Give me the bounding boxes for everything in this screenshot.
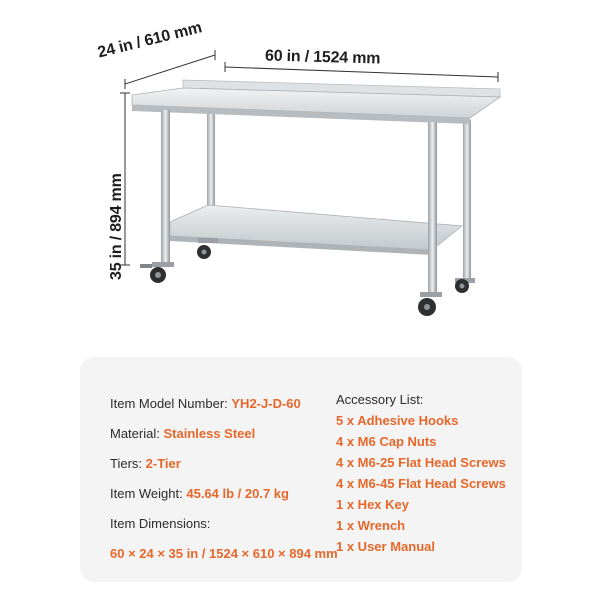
- spec-tiers-value: 2-Tier: [145, 456, 181, 471]
- front-left-leg: [161, 110, 170, 262]
- spec-dimensions-label: Item Dimensions:: [110, 516, 211, 531]
- spec-material-value: Stainless Steel: [163, 426, 256, 441]
- length-dimension-line: [225, 67, 498, 77]
- height-label: 35 in / 894 mm: [108, 173, 125, 280]
- accessory-item: 1 x Wrench: [336, 518, 406, 533]
- accessory-item: 5 x Adhesive Hooks: [336, 413, 459, 428]
- accessory-item: 4 x M6-45 Flat Head Screws: [336, 476, 506, 491]
- caster-front-right: [418, 292, 442, 316]
- front-right-leg: [428, 122, 437, 292]
- length-label: 60 in / 1524 mm: [264, 47, 381, 68]
- caster-back-right: [455, 278, 475, 293]
- spec-tiers: [110, 449, 338, 479]
- spec-weight: [110, 479, 338, 509]
- spec-model-value: YH2-J-D-60: [231, 396, 301, 411]
- accessory-list: [336, 389, 506, 557]
- accessory-item: 1 x User Manual: [336, 539, 435, 554]
- back-right-leg: [463, 120, 471, 278]
- spec-dimensions-value: 60 × 24 × 35 in / 1524 × 610 × 894 mm: [110, 546, 338, 561]
- caster-front-left: [140, 262, 174, 283]
- accessory-heading: Accessory List:: [336, 392, 424, 407]
- accessory-item: 4 x M6-25 Flat Head Screws: [336, 455, 506, 470]
- spec-weight-label: Item Weight:: [110, 486, 183, 501]
- spec-tiers-label: Tiers:: [110, 456, 143, 471]
- spec-material-label: Material:: [110, 426, 160, 441]
- width-label: 24 in / 610 mm: [96, 19, 204, 62]
- spec-card: [80, 357, 522, 582]
- spec-weight-value: 45.64 lb / 20.7 kg: [186, 486, 289, 501]
- accessory-item: 4 x M6 Cap Nuts: [336, 434, 437, 449]
- width-dimension-line: [125, 55, 215, 84]
- spec-list: [110, 389, 338, 569]
- caster-back-left: [197, 238, 218, 259]
- spec-model: [110, 389, 338, 419]
- spec-model-label: Item Model Number:: [110, 396, 228, 411]
- accessory-item: 1 x Hex Key: [336, 497, 409, 512]
- spec-material: [110, 419, 338, 449]
